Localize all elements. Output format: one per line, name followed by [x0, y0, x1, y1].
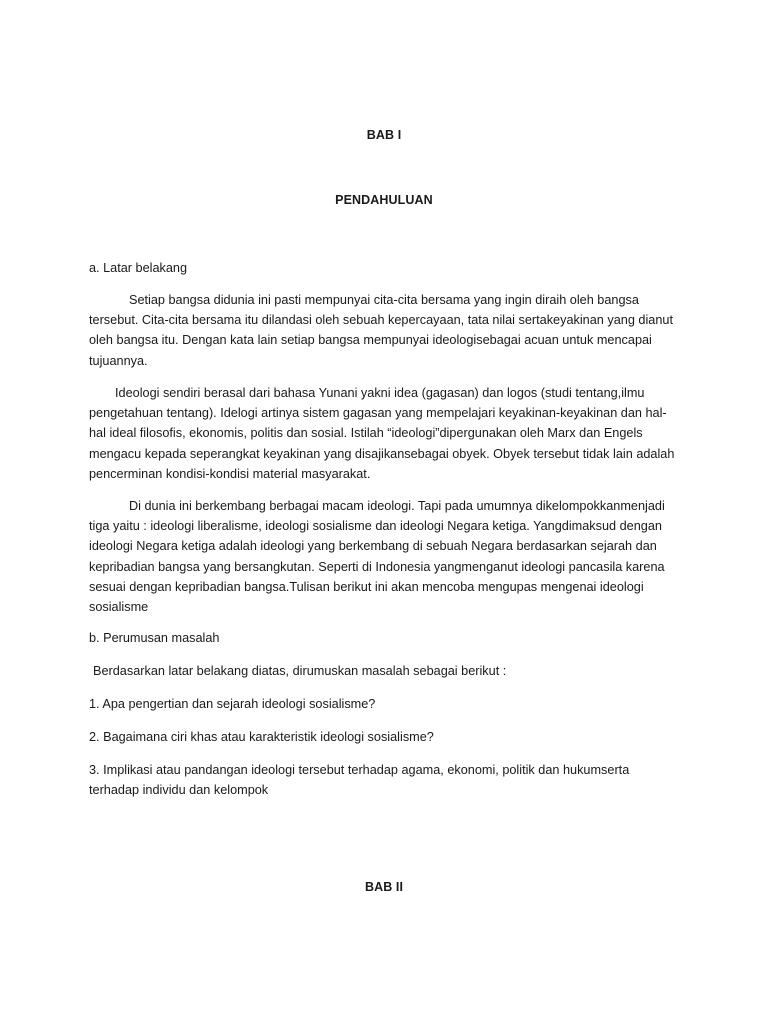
problem-item-text: 1. Apa pengertian dan sejarah ideologi sosialisme?: [89, 697, 376, 711]
problem-item-1: [89, 694, 675, 714]
paragraph-line: oleh bangsa itu. Dengan kata lain setiap bangsa mempunyai ideologisebagai acuan untuk mencapai: [89, 333, 652, 348]
paragraph-background-3: [89, 496, 675, 617]
chapter-1-subtitle: PENDAHULUAN: [335, 193, 433, 207]
problem-item-text: 3. Implikasi atau pandangan ideologi tersebut terhadap agama, ekonomi, politik dan hukumserta: [89, 763, 630, 777]
paragraph-line: mengacu kepada seperangkat keyakinan yang disajikansebagai obyek. Obyek tersebut tidak lain adalah: [89, 446, 675, 461]
paragraph-line: Setiap bangsa didunia ini pasti mempunyai cita-cita bersama yang ingin diraih oleh bangsa: [129, 293, 639, 307]
section-b-heading-text: b. Perumusan masalah: [89, 631, 220, 645]
paragraph-background-2: [89, 383, 675, 484]
paragraph-line: ideologi Negara ketiga adalah ideologi yang berkembang di sebuah Negara berdasarkan sejarah dan: [89, 539, 657, 554]
paragraph-background-1: [89, 290, 675, 371]
paragraph-line: kepribadian bangsa yang bersangkutan. Seperti di Indonesia yangmenganut ideologi pancasila karena: [89, 559, 665, 574]
chapter-1-title: BAB I: [366, 128, 402, 142]
paragraph-line: hal ideal filosofis, ekonomis, politis dan sosial. Istilah “ideologi”dipergunakan oleh Marx dan Engels: [89, 426, 643, 441]
paragraph-line: Di dunia ini berkembang berbagai macam ideologi. Tapi pada umumnya dikelompokkanmenjadi: [129, 499, 665, 513]
paragraph-line: sesuai dengan kepribadian bangsa.Tulisan berikut ini akan mencoba mengupas mengenai ideologi: [89, 579, 644, 594]
paragraph-line: tujuannya.: [89, 353, 148, 368]
chapter-2-title: BAB II: [364, 880, 404, 894]
section-b-intro-text: Berdasarkan latar belakang diatas, dirumuskan masalah sebagai berikut :: [93, 664, 507, 678]
paragraph-line: pencerminan kondisi-kondisi material masyarakat.: [89, 466, 371, 481]
paragraph-line: tiga yaitu : ideologi liberalisme, ideologi sosialisme dan ideologi Negara ketiga. Yangdimaksud dengan: [89, 519, 662, 534]
paragraph-line: sosialisme: [89, 600, 149, 615]
problem-item-text: terhadap individu dan kelompok: [89, 783, 269, 798]
problem-item-text: 2. Bagaimana ciri khas atau karakteristik ideologi sosialisme?: [89, 730, 434, 744]
section-a-heading: [89, 258, 675, 278]
paragraph-line: Ideologi sendiri berasal dari bahasa Yunani yakni idea (gagasan) dan logos (studi tentang,ilmu: [115, 386, 645, 400]
section-b-heading: [89, 628, 675, 648]
section-a-heading-text: a. Latar belakang: [89, 261, 188, 275]
section-b-intro: [89, 661, 675, 681]
paragraph-line: tersebut. Cita-cita bersama itu dilandasi oleh sebuah kepercayaan, tata nilai sertakeyakinan yang dianut: [89, 313, 673, 328]
problem-item-2: [89, 727, 675, 747]
paragraph-line: pengetahuan tentang). Idelogi artinya sistem gagasan yang mempelajari keyakinan-keyakinan dan hal-: [89, 406, 667, 421]
problem-item-3: [89, 760, 675, 800]
